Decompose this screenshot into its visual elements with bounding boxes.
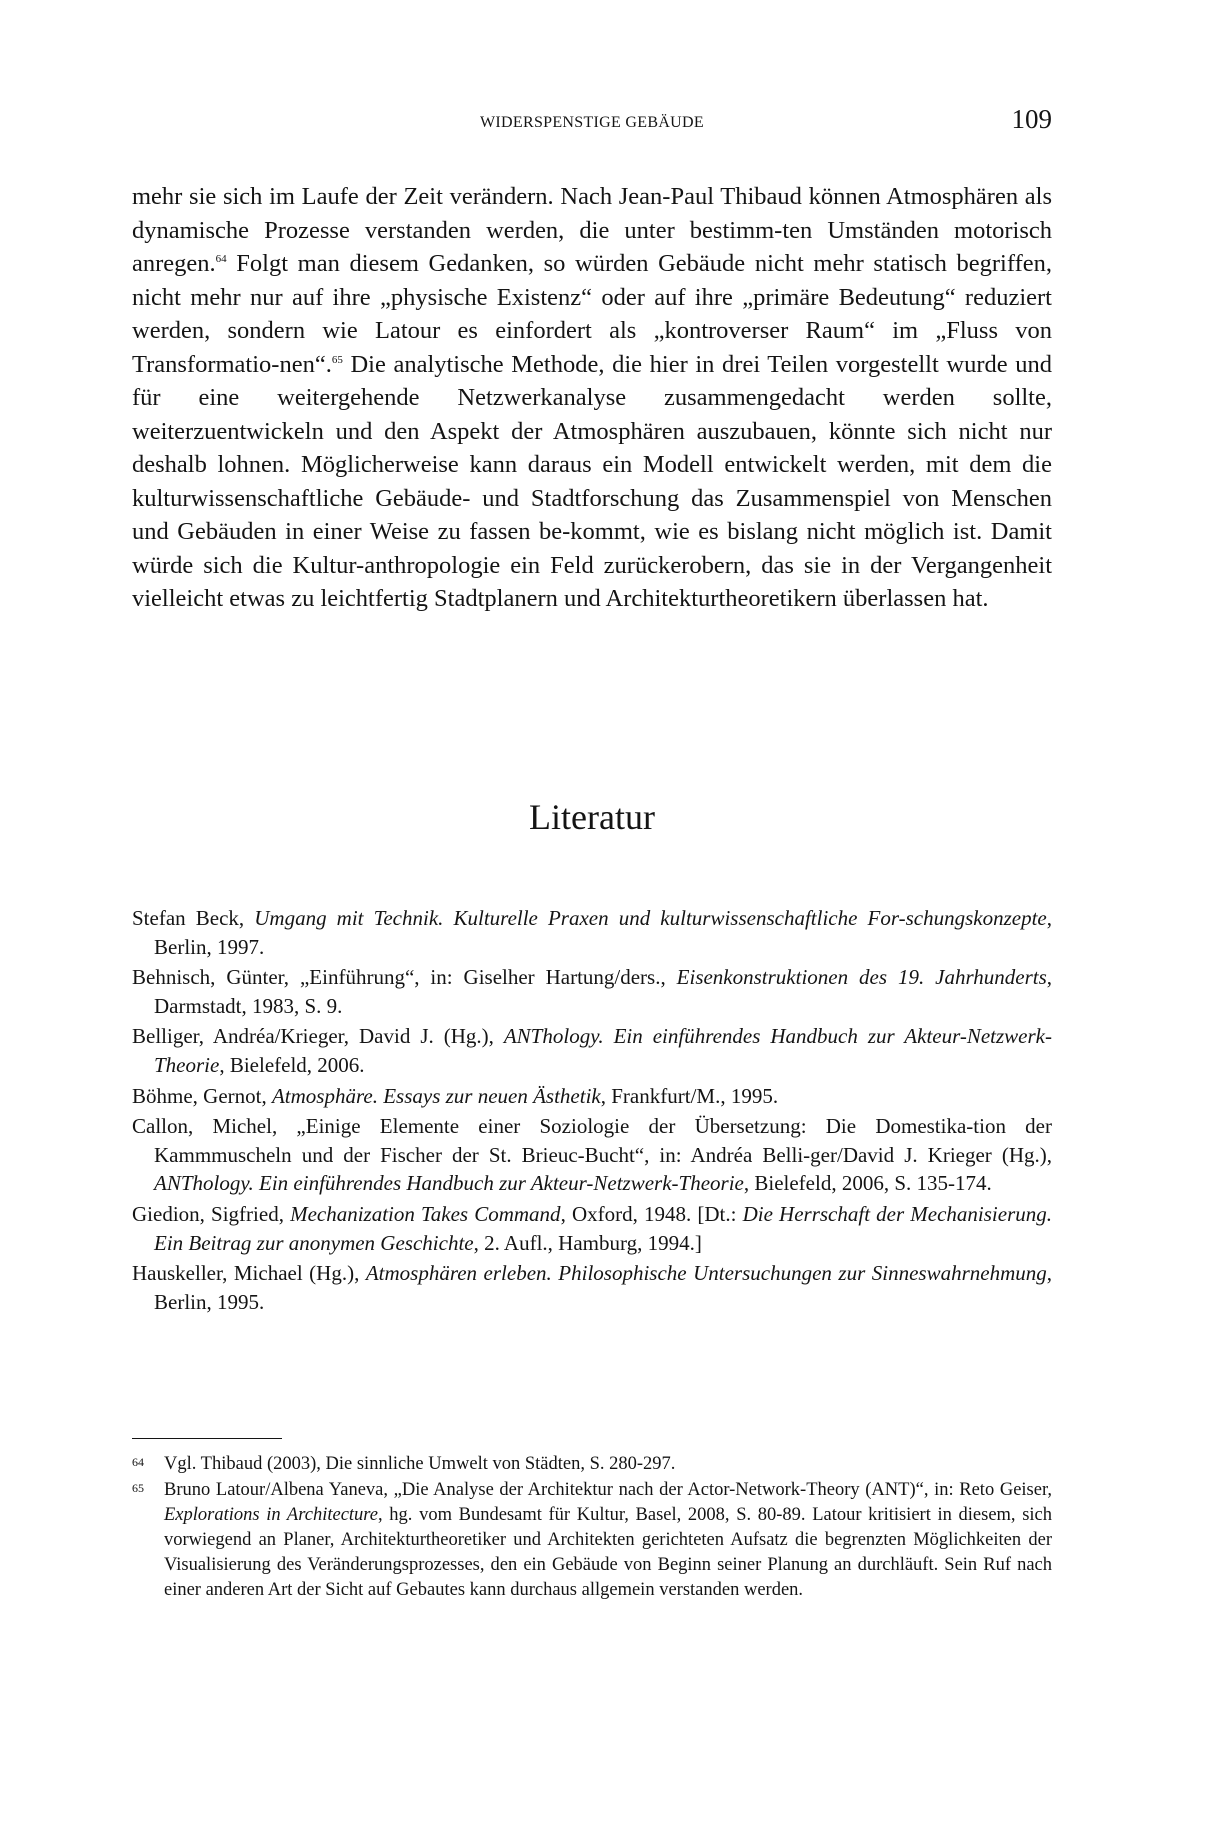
footnote-number: 64 bbox=[132, 1455, 144, 1469]
footnote-reference-64[interactable]: 64 bbox=[215, 253, 227, 265]
footnote-64 bbox=[132, 1452, 1052, 1477]
bib-publication: , Bielefeld, 2006, S. 135-174. bbox=[743, 1171, 992, 1196]
bib-publication: , Berlin, 1995. bbox=[154, 1261, 1052, 1314]
bib-title-translation: Die Herrschaft der Mechanisierung. Ein Beitrag zur anonymen Geschichte bbox=[154, 1201, 1053, 1255]
bib-title: ANThology. Ein einführendes Handbuch zur Akteur-Netzwerk-Theorie bbox=[154, 1024, 1052, 1077]
bib-publication-translation: , 2. Aufl., Hamburg, 1994.] bbox=[473, 1230, 702, 1255]
section-heading-literatur: Literatur bbox=[529, 797, 655, 837]
running-title: WIDERSPENSTIGE GEBÄUDE bbox=[480, 114, 704, 131]
body-paragraph bbox=[132, 180, 1052, 616]
footnote-title: Explorations in Architecture bbox=[164, 1505, 379, 1525]
bib-publication: , Bielefeld, 2006. bbox=[219, 1052, 365, 1077]
bib-title: ANThology. Ein einführendes Handbuch zur Akteur-Netzwerk-Theorie bbox=[154, 1171, 744, 1196]
bibliography-entry bbox=[132, 904, 1052, 961]
bibliography-entry bbox=[132, 963, 1052, 1020]
bib-title: Umgang mit Technik. Kulturelle Praxen und kulturwissenschaftliche For-schungskonzepte bbox=[254, 906, 1047, 930]
bibliography-entry bbox=[132, 1022, 1052, 1079]
bib-author: Behnisch, Günter, „Einführung“, in: Giselher Hartung/ders., bbox=[132, 965, 677, 990]
bib-title: Mechanization Takes Command bbox=[290, 1201, 561, 1226]
bibliography-entry bbox=[132, 1082, 1052, 1111]
bib-publication: , Frankfurt/M., 1995. bbox=[600, 1083, 779, 1108]
body-text-part: Folgt man diesem Gedanken, so würden Gebäude nicht mehr statisch begriffen, nicht mehr nur auf ihre „physische Existenz“ oder auf ihre „primäre Bedeutung“ reduziert werden, sondern wie Latour es einfordert als „kontroverser Raum“ im „Fluss von Transformatio-nen“. bbox=[132, 250, 1052, 378]
footnote-text: Bruno Latour/Albena Yaneva, „Die Analyse der Architektur nach der Actor-Network-Theory (ANT)“, in: Reto Geiser, bbox=[164, 1480, 1052, 1500]
running-header bbox=[132, 104, 1052, 144]
footnote-text: , hg. vom Bundesamt für Kultur, Basel, 2008, S. 80-89. Latour kritisiert in diesem, sich vorwiegend an Planer, Architekturtheoretiker und Architekten gerichteten Aufsatz die begrenzten Möglichkeiten der Visualisierung des Veränderungsprozesses, den ein Gebäude von Beginn seiner Planung an durchläuft. Sein Ruf nach einer anderen Art der Sicht auf Gebautes kann durchaus allgemein verstanden werden. bbox=[164, 1505, 1052, 1600]
bib-publication: , Darmstadt, 1983, S. 9. bbox=[154, 965, 1052, 1018]
bib-title: Atmosphäre. Essays zur neuen Ästhetik bbox=[271, 1083, 601, 1108]
page-number: 109 bbox=[1011, 104, 1052, 134]
bibliography-entry bbox=[132, 1259, 1052, 1316]
footnote-number: 65 bbox=[132, 1481, 144, 1495]
bib-publication: , Oxford, 1948. [Dt.: bbox=[560, 1201, 743, 1226]
bib-publication: , Berlin, 1997. bbox=[154, 906, 1053, 959]
bib-author: Giedion, Sigfried, bbox=[132, 1201, 291, 1226]
bibliography-entry bbox=[132, 1200, 1052, 1257]
body-text-part: Die analytische Methode, die hier in drei Teilen vorgestellt wurde und für eine weitergehende Netzwerkanalyse zusammengedacht werden sollte, weiterzuentwickeln und den Aspekt der Atmosphären auszubauen, könnte sich nicht nur deshalb lohnen. Möglicherweise kann daraus ein Modell entwickelt werden, mit dem die kulturwissenschaftliche Gebäude- und Stadtforschung das Zusammenspiel von Menschen und Gebäuden in einer Weise zu fassen be-kommt, wie es bislang nicht möglich ist. Damit würde sich die Kultur-anthropologie ein Feld zurückerobern, das sie in der Vergangenheit vielleicht etwas zu leichtfertig Stadtplanern und Architekturtheoretikern überlassen hat. bbox=[132, 350, 1052, 612]
bib-author: Böhme, Gernot, bbox=[132, 1083, 272, 1108]
bib-title: Eisenkonstruktionen des 19. Jahrhunderts bbox=[676, 965, 1047, 990]
footnote-65 bbox=[132, 1478, 1052, 1603]
bib-author: Stefan Beck, bbox=[132, 906, 255, 930]
bibliography-entry bbox=[132, 1112, 1052, 1198]
bibliography-list bbox=[132, 904, 1052, 1318]
footnote-separator-rule bbox=[132, 1438, 282, 1439]
bib-author: Belliger, Andréa/Krieger, David J. (Hg.), bbox=[132, 1024, 504, 1049]
footnote-text: Vgl. Thibaud (2003), Die sinnliche Umwelt von Städten, S. 280-297. bbox=[164, 1454, 676, 1474]
bib-author: Hauskeller, Michael (Hg.), bbox=[132, 1261, 366, 1286]
bib-author: Callon, Michel, „Einige Elemente einer Soziologie der Übersetzung: Die Domestika-tion der Kammmuscheln und der Fischer der St. Brieuc-Bucht“, in: Andréa Belli-ger/David J. Krieger (Hg.), bbox=[132, 1114, 1052, 1167]
footnotes-list bbox=[132, 1452, 1052, 1604]
footnote-reference-65[interactable]: 65 bbox=[331, 353, 343, 366]
bib-title: Atmosphären erleben. Philosophische Untersuchungen zur Sinneswahrnehmung bbox=[365, 1261, 1047, 1286]
body-text-part: mehr sie sich im Laufe der Zeit verändern. Nach Jean-Paul Thibaud können Atmosphären als dynamische Prozesse verstanden werden, die unter bestimm-ten Umständen motorisch anregen. bbox=[132, 183, 1052, 277]
